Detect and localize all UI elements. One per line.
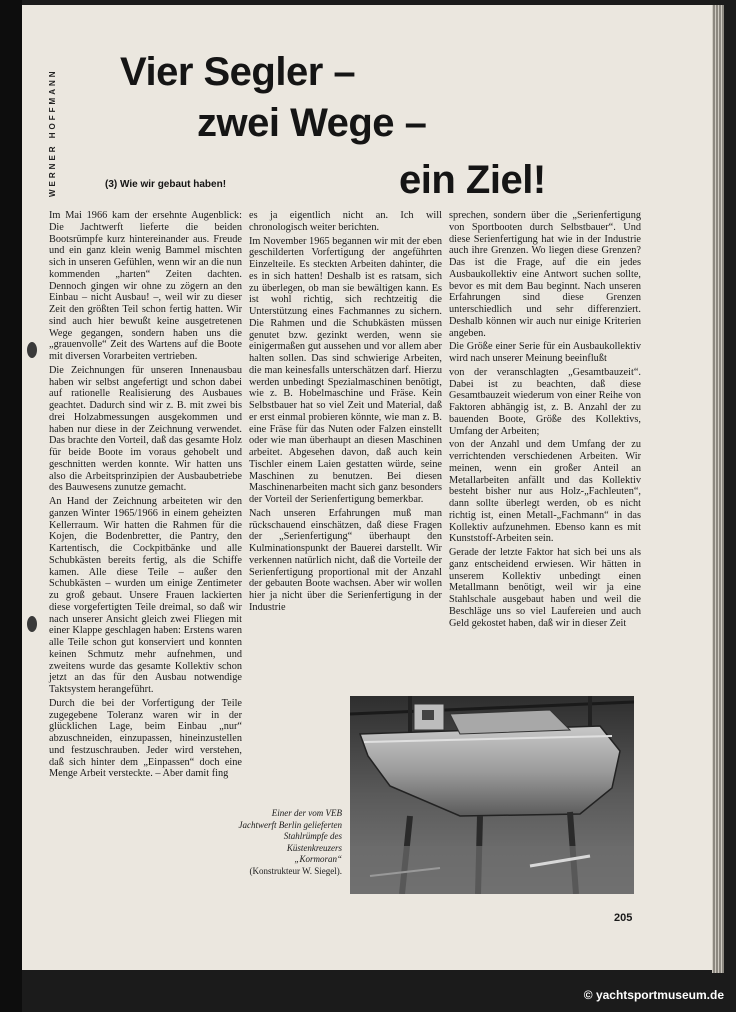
paragraph: Die Zeichnungen für unseren Innenausbau haben wir selbst angefertigt und schon dabei auf rationelle Realisierung des Ausbaues geachtet. Dadurch sind wir z. B. mit zwei bis drei Holzabmessungen ausgekommen und haben nur diese in der Zeichnung verwendet. Das brachte den Vorteil, daß das gesamte Holz für beide Boote im voraus gehobelt und geschnitten werden konnte. Wir hatten uns also die Arbeitsprinzipien der Ausbaubetriebe des Bauwesens zunutze gemacht. [49,364,242,494]
paragraph: An Hand der Zeichnung arbeiteten wir den ganzen Winter 1965/1966 in einem geheizten Kellerraum. Wir hatten die Rahmen für die Kojen, die Bodenbretter, die Pantry, den Kartentisch, die Cockpitbänke und alle Schubkästen bereits fertig, als die Schiffe kamen. Alle diese Teile – außer den Schubkästen – wurden um einige Zentimeter zu groß gebaut. Unsere Frauen lackierten diese vorgefertigten Teile dreimal, so daß wir nach unserer Ansicht gleich zwei Fliegen mit einer Klappe geschlagen haben: Erstens waren alle Teile schon gut konserviert und konnten keinen Schmutz mehr aufnehmen, und zweitens wurde das gesamte Kollektiv schon jetzt an das für den Ausbau notwendige Taktsystem herangeführt. [49,496,242,695]
paragraph: Nach unseren Erfahrungen muß man rückschauend einschätzen, daß diese Fragen der „Serienfertigung“ überhaupt den Kulminationspunkt der Bauerei darstellt. Wir verkennen natürlich nicht, daß die Vorteile der Serienfertigung proportional mit der Anzahl der gebauten Boote wachsen. Aber wir wollen hier ja nicht über die Serienfertigung in der Industrie [249,507,442,613]
paragraph: von der veranschlagten „Gesamtbauzeit“. Dabei ist zu beachten, daß diese Gesamtbauzeit wiederum von einer Reihe von Faktoren abhängig ist, z. B. Anzahl der zu bauenden Boote, Größe des Kollektivs, Umfang der Arbeiten; [449,366,641,437]
paragraph: Gerade der letzte Faktor hat sich bei uns als ganz entscheidend erwiesen. Wir hätten in unserem Kollektiv unbedingt einen Metallmann benötigt, weil wir ja eine Stahlschale ausgebaut haben und weil die Beschläge uns so viel Laufereien und auch Geld gekostet haben, daß wir in dieser Zeit [449,547,641,629]
paragraph: es ja eigentlich nicht an. Ich will chronologisch weiter berichten. [249,210,442,233]
author-name: WERNER HOFFMANN [48,68,57,198]
title-line-3: ein Ziel! [399,158,546,202]
caption-text: Einer der vom VEB Jachtwerft Berlin gelieferten Stahlrümpfe des Küstenkreuzers „Kormoran“ [238,808,342,864]
paragraph: Im November 1965 begannen wir mit der eben geschilderten Vorfertigung der angeführten Einzelteile. Es steckten Arbeiten dahinter, die es in sich hatten! Deshalb ist es ratsam, sich zu überlegen, ob man sie bewältigen kann. Es ist wohl richtig, sich rechtzeitig die Unterstützung eines Fachmannes zu sichern. Die Rahmen und die Schubkästen müssen genutet bzw. gezinkt werden, wenn sie einigermaßen gut aussehen und vor allem aber halten sollen. Das sind schwierige Arbeiten, die man keinesfalls unterschätzen darf. Hierzu werden unbedingt Spezialmaschinen benötigt, wie z. B. Hobelmaschine und Fräse. Kein Selbstbauer hat so viel Zeit und Material, daß er erst einmal probieren könnte, wie man z. B. eine Fräse für das Nuten oder Falzen einstellt oder wie man überhaupt an diesen Maschinen arbeitet. Abgesehen davon, daß auch kein Tischler einem Laien gestatten würde, seine Maschinen zu benutzen. Bei diesen Maschinenarbeiten macht sich ganz besonders der Vorteil der Serienfertigung bemerkbar. [249,235,443,505]
paragraph: Die Größe einer Serie für ein Ausbaukollektiv wird nach unserer Meinung beeinflußt [449,341,641,364]
boat-hull-photo [350,696,634,894]
text-column-1 [49,210,242,782]
paragraph: sprechen, sondern über die „Serienfertigung von Sportbooten durch Selbstbauer“. Und diese Serienfertigung hat wie in der Industrie auch ihre Grenzen. Wo liegen diese Grenzen? Das ist die Frage, auf die ein jedes Ausbaukollektiv eine Antwort suchen sollte, bevor es mit dem Bau beginnt. Nach unseren Erfahrungen sind diese Grenzen unterschiedlich und sehr differenziert. Deshalb können wir auch nur einige Kriterien angeben. [449,210,641,339]
caption-credit: (Konstrukteur W. Siegel). [249,865,342,876]
paragraph: Im Mai 1966 kam der ersehnte Augenblick: Die Jachtwerft lieferte die beiden Bootsrümpfe kurz hintereinander aus. Freude und ein ganz klein wenig Bammel mischten sich in unseren Gefühlen, wenn wir an die nun kommenden „harten“ Zeiten dachten. Dennoch gingen wir ohne zu zögern an den Einbau – nicht Ausbau! –, weil wir zu dieser Zeit den größten Teil schon fertig hatten. Wir sind auch hier bewußt keine ausgetretenen Wege gegangen, sondern haben uns die „grauenvolle“ Zeit des Wartens auf die Boote mit diversen Vorarbeiten vertrieben. [49,210,242,362]
watermark: © yachtsportmuseum.de [583,988,724,1002]
paragraph: Durch die bei der Vorfertigung der Teile zugegebene Toleranz waren wir in der glücklichen Lage, beim Einbau „nur“ abzuschneiden, einzupassen, hineinzustellen und festzuschrauben. Jeder wird verstehen, daß sich hinter dem „Einpassen“ doch eine Menge Arbeit versteckte. – Aber damit fing [49,697,242,780]
binding-hole [27,342,37,358]
text-column-2 [249,210,442,616]
photo-caption [238,808,342,877]
title-line-1: Vier Segler – [120,50,356,94]
title-line-2: zwei Wege – [197,101,427,145]
book-binding [0,0,22,1012]
text-column-3 [449,210,641,631]
paragraph: von der Anzahl und dem Umfang der zu verrichtenden verschiedenen Arbeiten. Wir meinen, wenn ein großer Anteil an Metallarbeiten anfällt und das Kollektiv besteht bisher nur aus Holz-„Fachleuten“, dann sollte überlegt werden, ob es nicht richtig ist, einen Metall-„Fachmann“ in das Kollektiv aufzunehmen. Ebenso kann es mit Kunststoff-Arbeiten sein. [449,439,641,545]
page-number: 205 [614,912,633,924]
binding-hole [27,616,37,632]
page-edges [712,5,724,973]
article-subtitle: (3) Wie wir gebaut haben! [105,179,227,190]
